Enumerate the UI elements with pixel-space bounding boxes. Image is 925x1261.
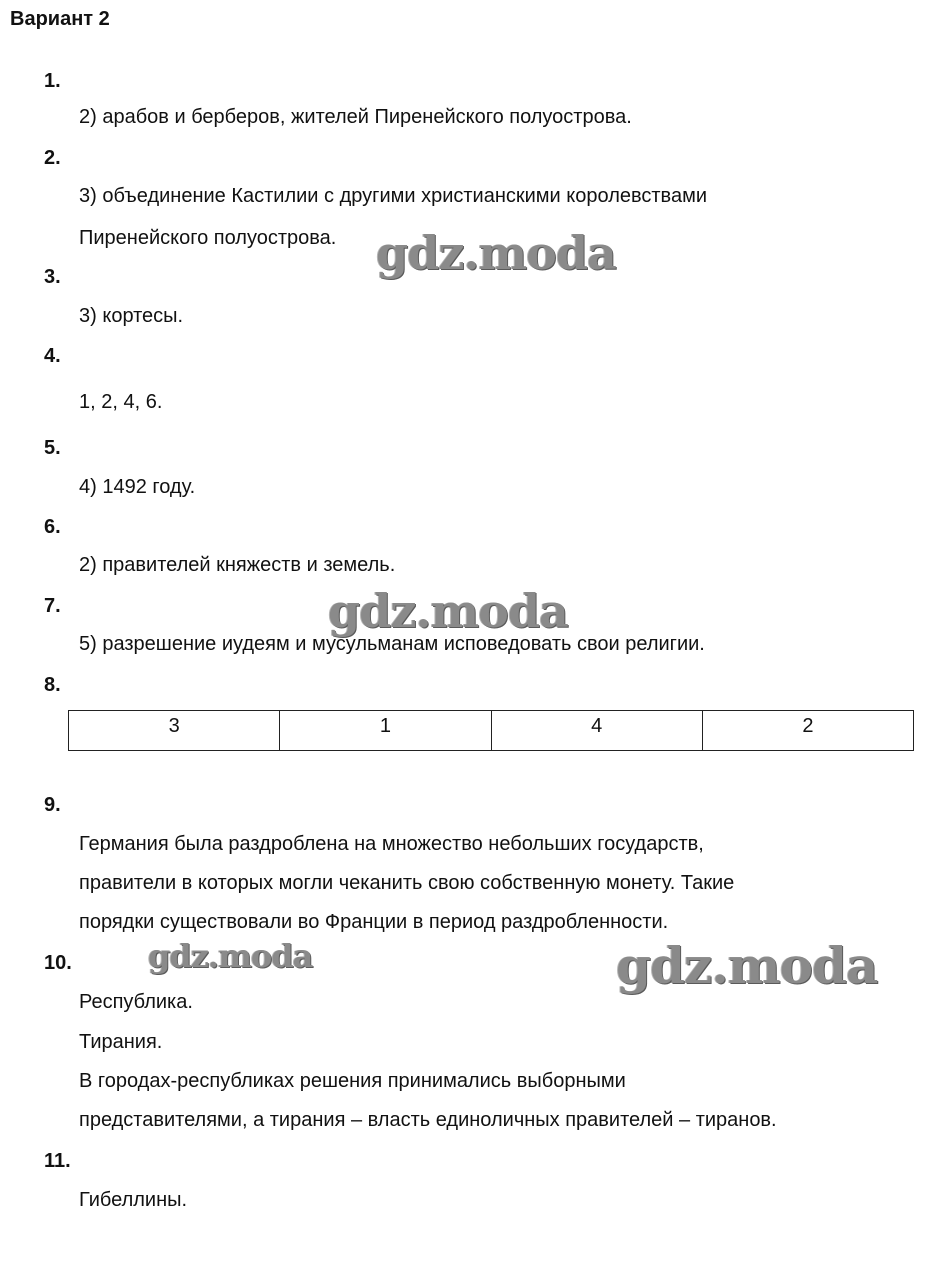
table-cell: 3 — [69, 711, 280, 751]
question-number: 7. — [44, 595, 61, 617]
answer-line: 2) правителей княжеств и земель. — [79, 554, 396, 576]
question-number: 3. — [44, 266, 61, 288]
answer-line: В городах-республиках решения принимались выборными — [79, 1070, 626, 1092]
page-title: Вариант 2 — [10, 8, 110, 30]
answer-line: 1, 2, 4, 6. — [79, 391, 163, 413]
question-number: 8. — [44, 674, 61, 696]
watermark-logo: gdz.moda — [148, 937, 313, 975]
answer-line: Гибеллины. — [79, 1189, 188, 1211]
watermark-logo: gdz.moda — [616, 936, 878, 995]
answer-line: 4) 1492 году. — [79, 476, 196, 498]
question-number: 11. — [44, 1150, 71, 1172]
watermark-logo: gdz.moda — [328, 584, 568, 638]
table-cell: 4 — [491, 711, 702, 751]
answer-line: Германия была раздроблена на множество небольших государств, — [79, 833, 704, 855]
question-number: 9. — [44, 794, 61, 816]
answer-line: Пиренейского полуострова. — [79, 227, 337, 249]
watermark-logo: gdz.moda — [376, 226, 616, 280]
answer-line: 3) объединение Кастилии с другими христианскими королевствами — [79, 185, 707, 207]
answer-line: 5) разрешение иудеям и мусульманам исповедовать свои религии. — [79, 633, 705, 655]
question-number: 2. — [44, 147, 61, 169]
answer-sequence-table — [68, 710, 914, 751]
answer-line: правители в которых могли чеканить свою собственную монету. Такие — [79, 872, 735, 894]
answer-line: Тирания. — [79, 1031, 163, 1053]
question-number: 10. — [44, 952, 72, 974]
answer-line: порядки существовали во Франции в период раздробленности. — [79, 911, 669, 933]
question-number: 5. — [44, 437, 61, 459]
table-row — [69, 711, 914, 751]
answer-line: Республика. — [79, 991, 193, 1013]
question-number: 4. — [44, 345, 61, 367]
answer-line: 3) кортесы. — [79, 305, 184, 327]
table-cell: 1 — [280, 711, 491, 751]
table-cell: 2 — [702, 711, 913, 751]
question-number: 1. — [44, 70, 61, 92]
answer-line: представителями, а тирания – власть единоличных правителей – тиранов. — [79, 1109, 777, 1131]
question-number: 6. — [44, 516, 61, 538]
answer-line: 2) арабов и берберов, жителей Пиренейского полуострова. — [79, 106, 632, 128]
